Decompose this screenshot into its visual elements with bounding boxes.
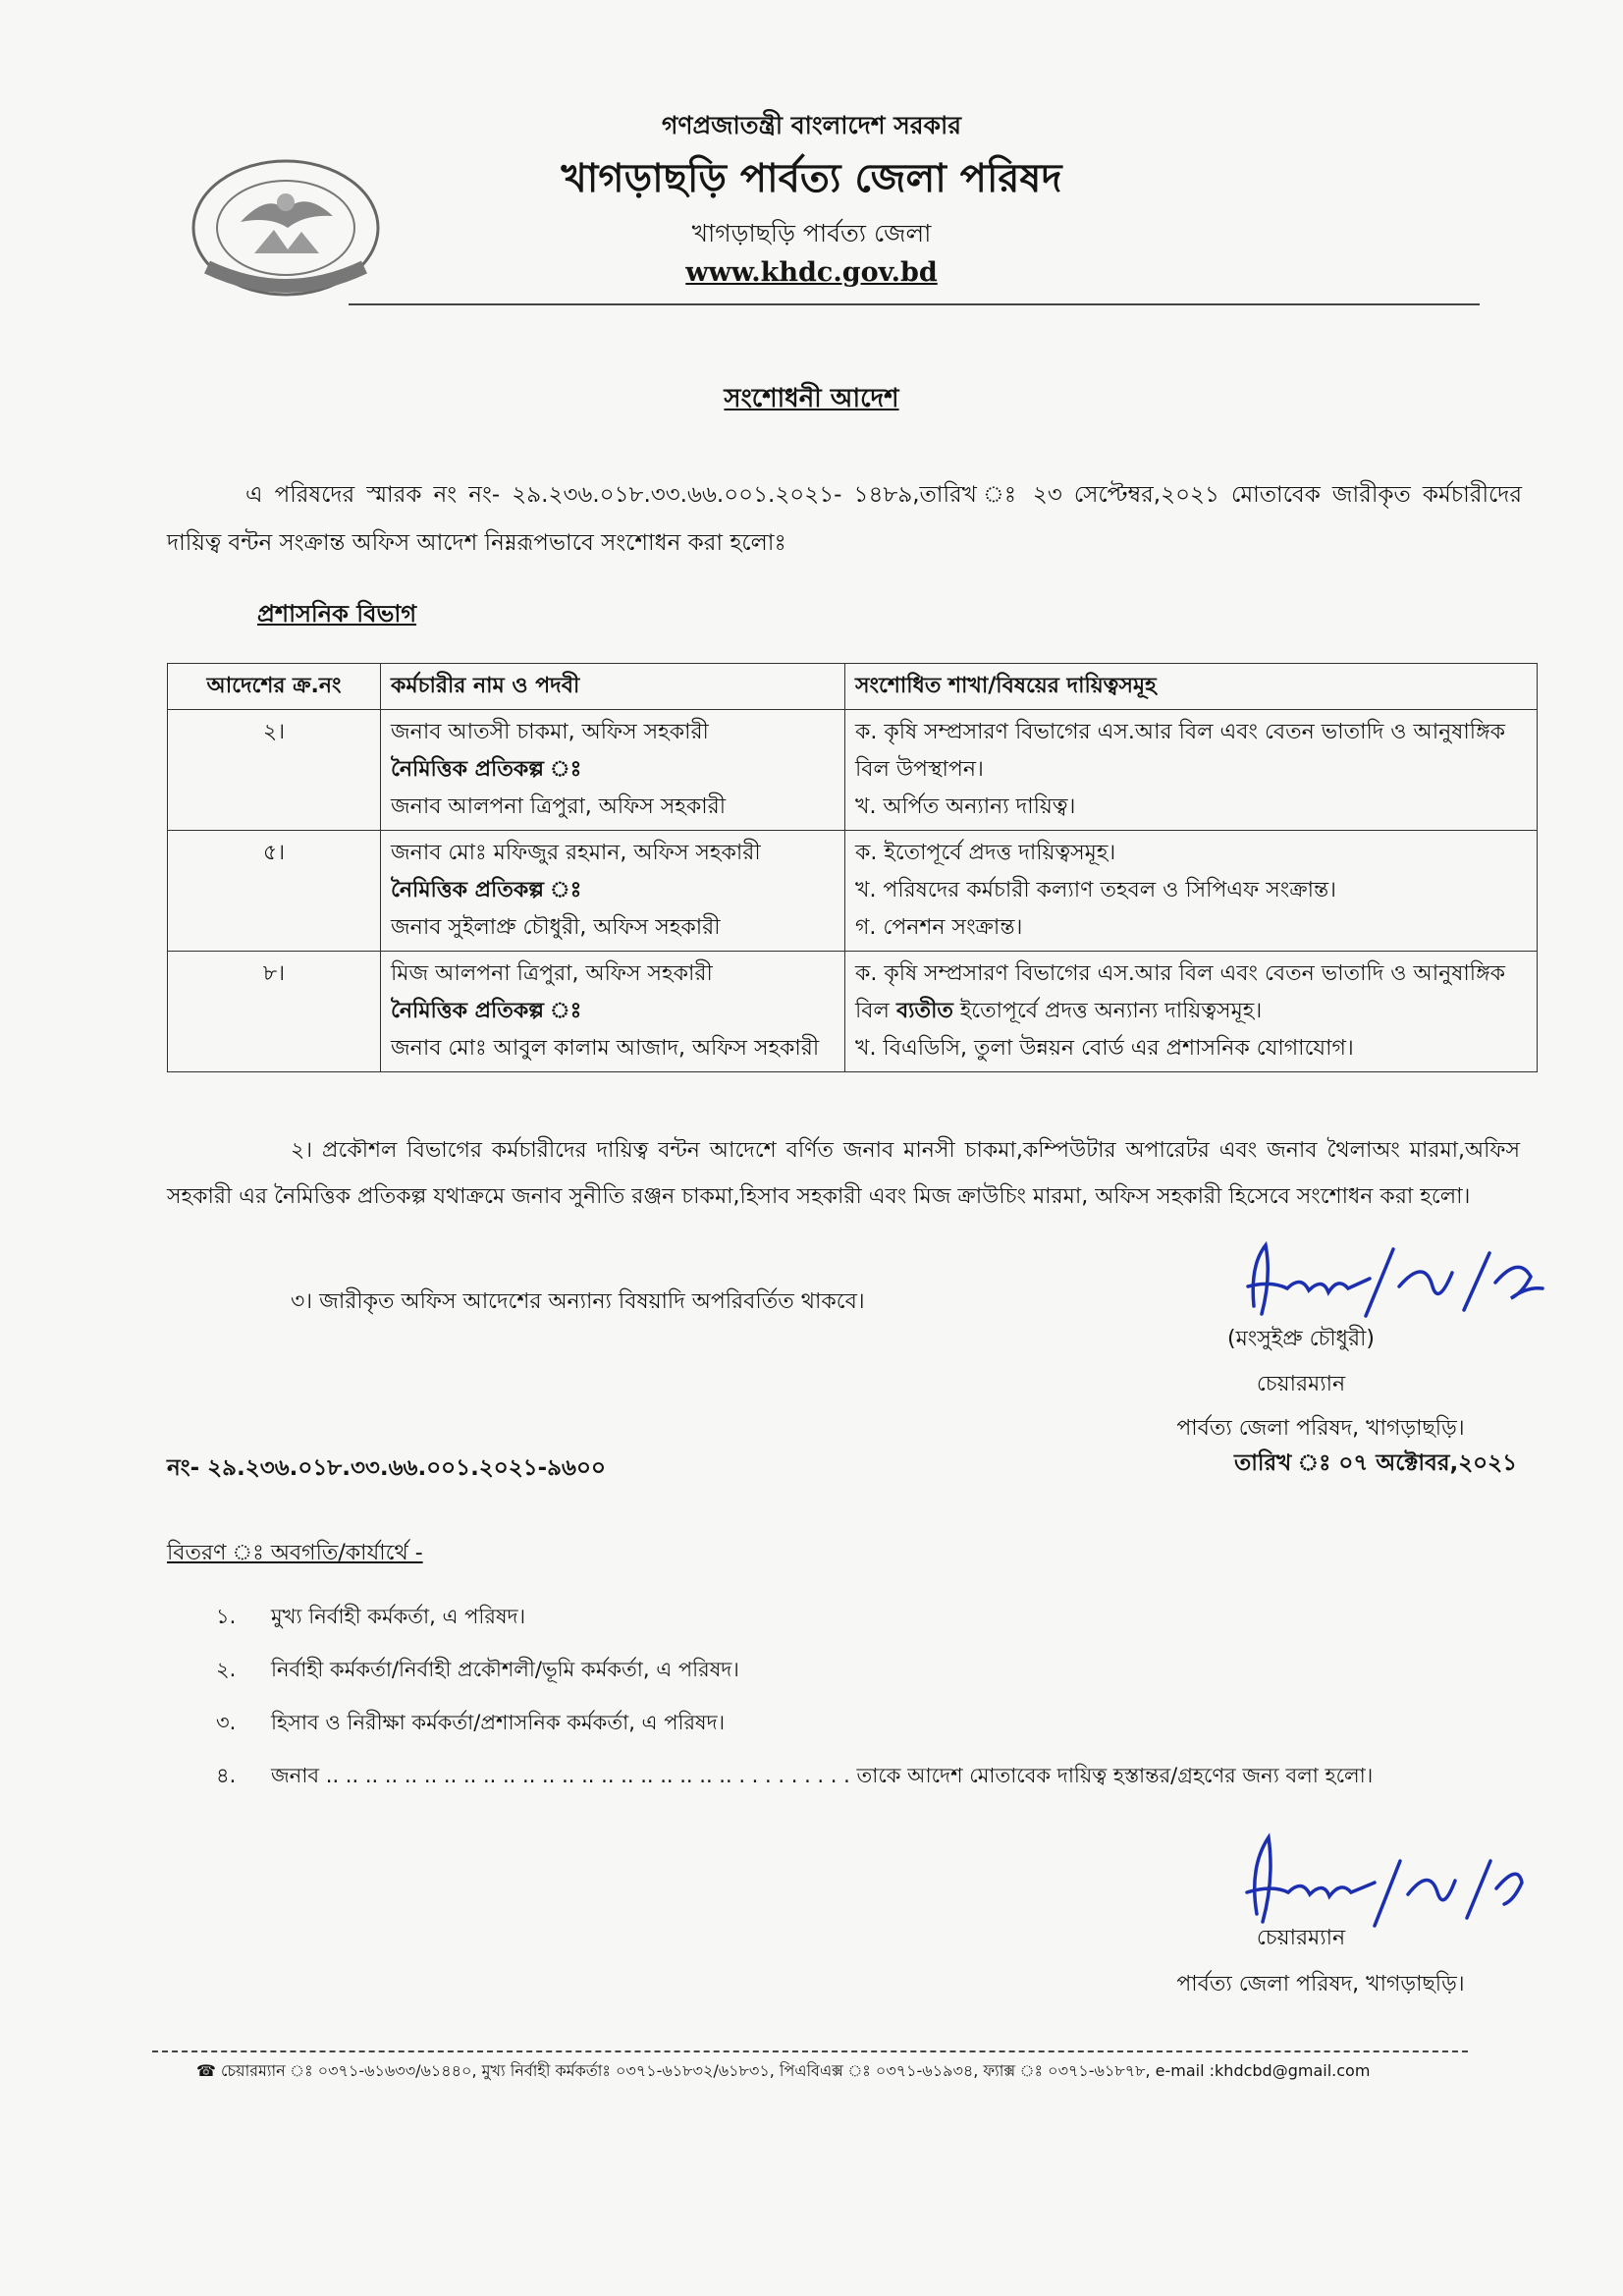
- duty-table: [167, 663, 1538, 1072]
- duty-item: গ. পেনশন সংক্রান্ত।: [855, 915, 1023, 940]
- employee-cell: [381, 952, 845, 1072]
- employee-name: মিজ আলপনা ত্রিপুরা, অফিস সহকারী: [391, 961, 713, 986]
- header-order-no: আদেশের ক্র.নং: [168, 664, 381, 710]
- employee-name: জনাব আতসী চাকমা, অফিস সহকারী: [391, 720, 709, 744]
- duties-cell: [845, 710, 1538, 831]
- signatory-office-second: পার্বত্য জেলা পরিষদ, খাগড়াছড়ি।: [1176, 1972, 1465, 1996]
- duty-text: ইতোপূর্বে প্রদত্ত অন্যান্য দায়িত্বসমূহ।: [952, 999, 1263, 1023]
- council-name: খাগড়াছড়ি পার্বত্য জেলা পরিষদ: [561, 156, 1062, 201]
- table-row: [168, 831, 1538, 952]
- distribution-text: হিসাব ও নিরীক্ষা কর্মকর্তা/প্রশাসনিক কর্মকর্তা, এ পরিষদ।: [271, 1711, 726, 1734]
- header-divider: [349, 303, 1480, 305]
- distribution-text: নির্বাহী কর্মকর্তা/নির্বাহী প্রকৌশলী/ভূমি কর্মকর্তা, এ পরিষদ।: [271, 1658, 739, 1681]
- distribution-item: [216, 1760, 1532, 1794]
- signatory-name: (মংসুইপ্রু চৌধুরী): [1226, 1327, 1375, 1351]
- duty-item: [855, 956, 1527, 1030]
- duty-item: খ. অর্পিত অন্যান্য দায়িত্ব।: [855, 794, 1076, 819]
- distribution-number: ১.: [216, 1605, 237, 1628]
- footer-contact: ☎ চেয়ারম্যান ঃ ০৩৭১-৬১৬৩৩/৬১৪৪০, মুখ্য নির্বাহী কর্মকর্তাঃ ০৩৭১-৬১৮৩২/৬১৮৩১, পিএবিএক্স ঃ ০৩৭১-৬১৯৩৪, ফ্যাক্স ঃ ০৩৭১-৬১৮৭৮, e-mail :khdcbd@gmail.com: [196, 2061, 1371, 2080]
- duty-item: খ. বিএডিসি, তুলা উন্নয়ন বোর্ড এর প্রশাসনিক যোগাযোগ।: [855, 1036, 1354, 1061]
- duty-item: খ. পরিষদের কর্মচারী কল্যাণ তহবল ও সিপিএফ সংক্রান্ত।: [855, 878, 1337, 902]
- table-header-row: [168, 664, 1538, 710]
- paragraph-three: ৩। জারীকৃত অফিস আদেশের অন্যান্য বিষয়াদি অপরিবর্তিত থাকবে।: [291, 1289, 865, 1314]
- order-number: ২।: [168, 710, 381, 831]
- paragraph-two-text: ২। প্রকৌশল বিভাগের কর্মচারীদের দায়িত্ব বন্টন আদেশে বর্ণিত জনাব মানসী চাকমা,কম্পিউটার অপারেটর এবং জনাব থৈলাঅং মারমা,অফিস সহকারী এর নৈমিত্তিক প্রতিকল্প যথাক্রমে জনাব সুনীতি রঞ্জন চাকমা,হিসাব সহকারী এবং মিজ ক্রাউচিং মারমা, অফিস সহকারী হিসেবে সংশোধন করা হলো।: [167, 1138, 1520, 1209]
- distribution-item: [216, 1601, 1532, 1635]
- employee-cell: [381, 831, 845, 952]
- order-number: ৫।: [168, 831, 381, 952]
- employee-cell: [381, 710, 845, 831]
- table-row: [168, 952, 1538, 1072]
- distribution-number: ৩.: [216, 1711, 237, 1734]
- footer-divider: [152, 2050, 1468, 2052]
- section-title: প্রশাসনিক বিভাগ: [257, 600, 417, 628]
- distribution-item: [216, 1654, 1532, 1688]
- distribution-text: মুখ্য নির্বাহী কর্মকর্তা, এ পরিষদ।: [271, 1605, 526, 1628]
- paragraph-two: [167, 1127, 1520, 1220]
- duty-text: ক. কৃষি সম্প্রসারণ বিভাগের এস.আর বিল এবং বেতন ভাতাদি ও আনুষাঙ্গিক বিল: [855, 961, 1506, 1023]
- employee-name: জনাব মোঃ মফিজুর রহমান, অফিস সহকারী: [391, 841, 761, 865]
- duty-item: ক. কৃষি সম্প্রসারণ বিভাগের এস.আর বিল এবং বেতন ভাতাদি ও আনুষাঙ্গিক বিল উপস্থাপন।: [855, 720, 1506, 782]
- substitute-name: জনাব আলপনা ত্রিপুরা, অফিস সহকারী: [391, 794, 726, 819]
- distribution-item: [216, 1707, 1532, 1741]
- distribution-number: ২.: [216, 1658, 237, 1681]
- duty-item: ক. ইতোপূর্বে প্রদত্ত দায়িত্বসমূহ।: [855, 841, 1116, 865]
- issue-date: তারিখ ঃ ০৭ অক্টোবর,২০২১: [1233, 1450, 1517, 1476]
- signatory-title: চেয়ারম্যান: [1256, 1372, 1346, 1396]
- website-link[interactable]: www.khdc.gov.bd: [685, 257, 938, 288]
- table-row: [168, 710, 1538, 831]
- distribution-heading: বিতরণ ঃ অবগতি/কার্যার্থে -: [167, 1541, 423, 1565]
- header-duties: সংশোধিত শাখা/বিষয়ের দায়িত্বসমূহ: [845, 664, 1538, 710]
- distribution-text: জনাব .. .. .. .. .. .. .. .. .. .. .. .. .. .. .. .. .. .. .. .. .. . . . . . . . . . তাকে আদেশ মোতাবেক দায়িত্ব হস্তান্তর/গ্রহণের জন্য বলা হলো।: [271, 1764, 1374, 1787]
- substitute-name: জনাব মোঃ আবুল কালাম আজাদ, অফিস সহকারী: [391, 1036, 820, 1061]
- chairman-signature: [1232, 1237, 1556, 1331]
- substitute-name: জনাব সুইলাপ্রু চৌধুরী, অফিস সহকারী: [391, 915, 721, 940]
- signatory-office: পার্বত্য জেলা পরিষদ, খাগড়াছড়ি।: [1176, 1416, 1465, 1441]
- substitute-label: নৈমিত্তিক প্রতিকল্প ঃ: [391, 878, 582, 902]
- substitute-label: নৈমিত্তিক প্রতিকল্প ঃ: [391, 999, 582, 1023]
- district-name: খাগড়াছড়ি পার্বত্য জেলা: [691, 219, 932, 247]
- memo-number: নং- ২৯.২৩৬.০১৮.৩৩.৬৬.০০১.২০২১-৯৬০০: [167, 1455, 606, 1481]
- government-name: গণপ্রজাতন্ত্রী বাংলাদেশ সরকার: [662, 111, 961, 139]
- order-number: ৮।: [168, 952, 381, 1072]
- duty-emphasis: ব্যতীত: [895, 999, 953, 1023]
- duties-cell: [845, 831, 1538, 952]
- substitute-label: নৈমিত্তিক প্রতিকল্প ঃ: [391, 757, 582, 782]
- intro-text: এ পরিষদের স্মারক নং নং- ২৯.২৩৬.০১৮.৩৩.৬৬.০০১.২০২১- ১৪৮৯,তারিখ ঃ ২৩ সেপ্টেম্বর,২০২১ মোতাবেক জারীকৃত কর্মচারীদের দায়িত্ব বন্টন সংক্রান্ত অফিস আদেশ নিম্নরূপভাবে সংশোধন করা হলোঃ: [167, 482, 1522, 556]
- signatory-title-second: চেয়ারম্যান: [1256, 1926, 1346, 1950]
- distribution-number: ৪.: [216, 1764, 237, 1787]
- duties-cell: [845, 952, 1538, 1072]
- intro-paragraph: [167, 471, 1522, 568]
- document-subject: সংশোধনী আদেশ: [724, 384, 899, 413]
- header-employee: কর্মচারীর নাম ও পদবী: [381, 664, 845, 710]
